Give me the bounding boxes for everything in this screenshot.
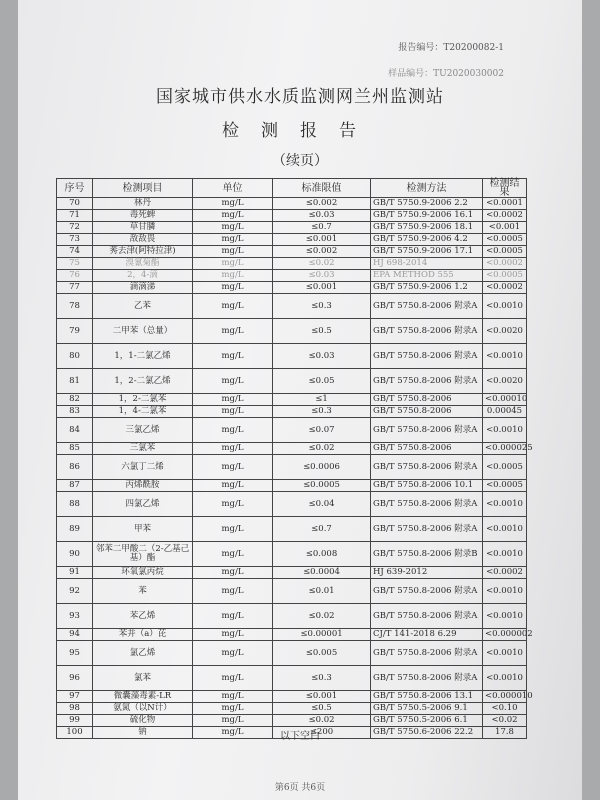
test-method-cell: GB/T 5750.8-2006 bbox=[371, 443, 483, 455]
test-item-cell: 钠 bbox=[93, 727, 193, 739]
table-row bbox=[57, 369, 527, 394]
standard-limit-cell: ≤0.5 bbox=[273, 703, 371, 715]
test-result-cell: <0.02 bbox=[483, 715, 527, 727]
table-row bbox=[57, 418, 527, 443]
header-limit: 标准限值 bbox=[273, 179, 371, 198]
row-number-cell: 84 bbox=[57, 418, 93, 443]
table-row bbox=[57, 234, 527, 246]
standard-limit-cell: ≤0.5 bbox=[273, 319, 371, 344]
test-result-cell: 0.00045 bbox=[483, 406, 527, 418]
row-number-cell: 93 bbox=[57, 604, 93, 629]
page-number: 第6页 共6页 bbox=[274, 783, 326, 793]
standard-limit-cell: ≤0.02 bbox=[273, 443, 371, 455]
table-row bbox=[57, 270, 527, 282]
test-method-cell: GB/T 5750.8-2006 附录A bbox=[371, 666, 483, 691]
unit-cell: mg/L bbox=[193, 579, 273, 604]
test-method-cell: GB/T 5750.8-2006 附录A bbox=[371, 492, 483, 517]
test-item-cell: 滴滴涕 bbox=[93, 282, 193, 294]
test-result-cell: <0.0005 bbox=[483, 234, 527, 246]
test-item-cell: 邻苯二甲酸二（2-乙基己基）酯 bbox=[93, 542, 193, 567]
table-row bbox=[57, 542, 527, 567]
test-method-cell: GB/T 5750.8-2006 附录A bbox=[371, 604, 483, 629]
standard-limit-cell: ≤0.7 bbox=[273, 222, 371, 234]
standard-limit-cell: ≤0.001 bbox=[273, 282, 371, 294]
test-result-cell: <0.0010 bbox=[483, 542, 527, 567]
row-number-cell: 77 bbox=[57, 282, 93, 294]
row-number-cell: 98 bbox=[57, 703, 93, 715]
test-result-cell: <0.000025 bbox=[483, 443, 527, 455]
test-item-cell: 环氧氯丙烷 bbox=[93, 567, 193, 579]
table-row bbox=[57, 715, 527, 727]
standard-limit-cell: ≤0.002 bbox=[273, 198, 371, 210]
test-item-cell: 1，2-二氯乙烯 bbox=[93, 369, 193, 394]
report-title: 检测报告 bbox=[222, 121, 378, 141]
test-result-cell: <0.10 bbox=[483, 703, 527, 715]
test-item-cell: 苯乙烯 bbox=[93, 604, 193, 629]
table-row bbox=[57, 258, 527, 270]
continued-label: （续页） bbox=[272, 153, 328, 169]
test-item-cell: 氯乙烯 bbox=[93, 641, 193, 666]
unit-cell: mg/L bbox=[193, 246, 273, 258]
row-number-cell: 96 bbox=[57, 666, 93, 691]
test-method-cell: GB/T 5750.6-2006 22.2 bbox=[371, 727, 483, 739]
test-item-cell: 四氯乙烯 bbox=[93, 492, 193, 517]
row-number-cell: 72 bbox=[57, 222, 93, 234]
table-row bbox=[57, 246, 527, 258]
table-row bbox=[57, 210, 527, 222]
table-row bbox=[57, 492, 527, 517]
results-table bbox=[56, 178, 533, 739]
test-result-cell: <0.000010 bbox=[483, 691, 527, 703]
row-number-cell: 89 bbox=[57, 517, 93, 542]
test-result-cell: 17.8 bbox=[483, 727, 527, 739]
test-item-cell: 六氯丁二烯 bbox=[93, 455, 193, 480]
standard-limit-cell: ≤0.03 bbox=[273, 210, 371, 222]
unit-cell: mg/L bbox=[193, 418, 273, 443]
standard-limit-cell: ≤0.001 bbox=[273, 691, 371, 703]
standard-limit-cell: ≤0.005 bbox=[273, 641, 371, 666]
unit-cell: mg/L bbox=[193, 234, 273, 246]
unit-cell: mg/L bbox=[193, 282, 273, 294]
test-method-cell: GB/T 5750.8-2006 附录A bbox=[371, 641, 483, 666]
row-number-cell: 70 bbox=[57, 198, 93, 210]
test-item-cell: 2，4-滴 bbox=[93, 270, 193, 282]
test-method-cell: GB/T 5750.5-2006 9.1 bbox=[371, 703, 483, 715]
report-number: 报告编号：T20200082-1 bbox=[398, 43, 504, 53]
unit-cell: mg/L bbox=[193, 455, 273, 480]
test-item-cell: 敌敌畏 bbox=[93, 234, 193, 246]
header-unit: 单位 bbox=[193, 179, 273, 198]
test-item-cell: 毒死蜱 bbox=[93, 210, 193, 222]
test-item-cell: 二甲苯（总量） bbox=[93, 319, 193, 344]
unit-cell: mg/L bbox=[193, 517, 273, 542]
standard-limit-cell: ≤0.02 bbox=[273, 604, 371, 629]
row-number-cell: 100 bbox=[57, 727, 93, 739]
table-row bbox=[57, 406, 527, 418]
unit-cell: mg/L bbox=[193, 210, 273, 222]
test-method-cell: GB/T 5750.9-2006 4.2 bbox=[371, 234, 483, 246]
unit-cell: mg/L bbox=[193, 641, 273, 666]
standard-limit-cell: ≤0.01 bbox=[273, 579, 371, 604]
test-result-cell: <0.0010 bbox=[483, 294, 527, 319]
test-item-cell: 1，1-二氯乙烯 bbox=[93, 344, 193, 369]
unit-cell: mg/L bbox=[193, 443, 273, 455]
standard-limit-cell: ≤0.0004 bbox=[273, 567, 371, 579]
test-result-cell: <0.0010 bbox=[483, 492, 527, 517]
test-method-cell: GB/T 5750.9-2006 18.1 bbox=[371, 222, 483, 234]
row-number-cell: 90 bbox=[57, 542, 93, 567]
test-result-cell: <0.0020 bbox=[483, 369, 527, 394]
test-method-cell: GB/T 5750.8-2006 附录A bbox=[371, 517, 483, 542]
end-blank-note: 以下空白 bbox=[280, 731, 320, 742]
standard-limit-cell: ≤0.02 bbox=[273, 715, 371, 727]
test-method-cell: CJ/T 141-2018 6.29 bbox=[371, 629, 483, 641]
row-number-cell: 85 bbox=[57, 443, 93, 455]
unit-cell: mg/L bbox=[193, 406, 273, 418]
unit-cell: mg/L bbox=[193, 604, 273, 629]
standard-limit-cell: ≤0.002 bbox=[273, 246, 371, 258]
standard-limit-cell: ≤0.3 bbox=[273, 406, 371, 418]
row-number-cell: 97 bbox=[57, 691, 93, 703]
table-row bbox=[57, 579, 527, 604]
standard-limit-cell: ≤0.0005 bbox=[273, 480, 371, 492]
unit-cell: mg/L bbox=[193, 691, 273, 703]
unit-cell: mg/L bbox=[193, 319, 273, 344]
row-number-cell: 83 bbox=[57, 406, 93, 418]
standard-limit-cell: ≤0.7 bbox=[273, 517, 371, 542]
row-number-cell: 82 bbox=[57, 394, 93, 406]
row-number-cell: 75 bbox=[57, 258, 93, 270]
row-number-cell: 78 bbox=[57, 294, 93, 319]
test-result-cell: <0.0010 bbox=[483, 604, 527, 629]
test-item-cell: 1，4-二氯苯 bbox=[93, 406, 193, 418]
test-method-cell: HJ 639-2012 bbox=[371, 567, 483, 579]
test-item-cell: 苯 bbox=[93, 579, 193, 604]
row-number-cell: 79 bbox=[57, 319, 93, 344]
test-result-cell: <0.0002 bbox=[483, 258, 527, 270]
test-method-cell: GB/T 5750.8-2006 附录A bbox=[371, 319, 483, 344]
standard-limit-cell: ≤200 bbox=[273, 727, 371, 739]
unit-cell: mg/L bbox=[193, 715, 273, 727]
standard-limit-cell: ≤0.3 bbox=[273, 294, 371, 319]
standard-limit-cell: ≤0.3 bbox=[273, 666, 371, 691]
unit-cell: mg/L bbox=[193, 344, 273, 369]
test-method-cell: GB/T 5750.8-2006 附录A bbox=[371, 579, 483, 604]
unit-cell: mg/L bbox=[193, 258, 273, 270]
table-row bbox=[57, 480, 527, 492]
test-item-cell: 1，2-二氯苯 bbox=[93, 394, 193, 406]
test-item-cell: 林丹 bbox=[93, 198, 193, 210]
test-result-cell: <0.0002 bbox=[483, 282, 527, 294]
table-row bbox=[57, 222, 527, 234]
row-number-cell: 95 bbox=[57, 641, 93, 666]
row-number-cell: 99 bbox=[57, 715, 93, 727]
table-row bbox=[57, 394, 527, 406]
table-row bbox=[57, 517, 527, 542]
test-result-cell: <0.0010 bbox=[483, 517, 527, 542]
test-result-cell: <0.001 bbox=[483, 222, 527, 234]
unit-cell: mg/L bbox=[193, 294, 273, 319]
unit-cell: mg/L bbox=[193, 567, 273, 579]
row-number-cell: 74 bbox=[57, 246, 93, 258]
table-row bbox=[57, 691, 527, 703]
standard-limit-cell: ≤0.07 bbox=[273, 418, 371, 443]
unit-cell: mg/L bbox=[193, 198, 273, 210]
test-result-cell: <0.0005 bbox=[483, 455, 527, 480]
test-result-cell: <0.0005 bbox=[483, 270, 527, 282]
test-method-cell: GB/T 5750.8-2006 bbox=[371, 406, 483, 418]
unit-cell: mg/L bbox=[193, 270, 273, 282]
test-method-cell: GB/T 5750.5-2006 6.1 bbox=[371, 715, 483, 727]
sample-number: 样品编号：TU2020030002 bbox=[388, 69, 504, 79]
row-number-cell: 87 bbox=[57, 480, 93, 492]
table-row bbox=[57, 282, 527, 294]
row-number-cell: 92 bbox=[57, 579, 93, 604]
test-result-cell: <0.0010 bbox=[483, 418, 527, 443]
row-number-cell: 86 bbox=[57, 455, 93, 480]
unit-cell: mg/L bbox=[193, 492, 273, 517]
test-item-cell: 草甘膦 bbox=[93, 222, 193, 234]
row-number-cell: 73 bbox=[57, 234, 93, 246]
test-result-cell: <0.0020 bbox=[483, 319, 527, 344]
standard-limit-cell: ≤0.00001 bbox=[273, 629, 371, 641]
test-result-cell: <0.00010 bbox=[483, 394, 527, 406]
row-number-cell: 81 bbox=[57, 369, 93, 394]
test-method-cell: GB/T 5750.9-2006 1.2 bbox=[371, 282, 483, 294]
test-method-cell: GB/T 5750.8-2006 附录A bbox=[371, 294, 483, 319]
unit-cell: mg/L bbox=[193, 222, 273, 234]
test-method-cell: GB/T 5750.8-2006 附录B bbox=[371, 542, 483, 567]
row-number-cell: 94 bbox=[57, 629, 93, 641]
test-item-cell: 乙苯 bbox=[93, 294, 193, 319]
standard-limit-cell: ≤0.04 bbox=[273, 492, 371, 517]
table-row bbox=[57, 319, 527, 344]
standard-limit-cell: ≤0.05 bbox=[273, 369, 371, 394]
test-method-cell: GB/T 5750.8-2006 10.1 bbox=[371, 480, 483, 492]
test-method-cell: GB/T 5750.9-2006 17.1 bbox=[371, 246, 483, 258]
test-result-cell: <0.0002 bbox=[483, 210, 527, 222]
test-result-cell: <0.0005 bbox=[483, 246, 527, 258]
table-row bbox=[57, 198, 527, 210]
unit-cell: mg/L bbox=[193, 629, 273, 641]
test-method-cell: GB/T 5750.8-2006 附录A bbox=[371, 369, 483, 394]
report-page bbox=[18, 0, 582, 800]
test-item-cell: 苯并（a）芘 bbox=[93, 629, 193, 641]
row-number-cell: 76 bbox=[57, 270, 93, 282]
test-method-cell: HJ 698-2014 bbox=[371, 258, 483, 270]
standard-limit-cell: ≤0.001 bbox=[273, 234, 371, 246]
test-result-cell: <0.0001 bbox=[483, 198, 527, 210]
test-item-cell: 硫化物 bbox=[93, 715, 193, 727]
standard-limit-cell: ≤1 bbox=[273, 394, 371, 406]
test-result-cell: <0.000002 bbox=[483, 629, 527, 641]
table-row bbox=[57, 443, 527, 455]
test-method-cell: GB/T 5750.8-2006 附录A bbox=[371, 418, 483, 443]
unit-cell: mg/L bbox=[193, 542, 273, 567]
table-row bbox=[57, 666, 527, 691]
standard-limit-cell: ≤0.03 bbox=[273, 270, 371, 282]
test-result-cell: <0.0005 bbox=[483, 480, 527, 492]
organization-title: 国家城市供水水质监测网兰州监测站 bbox=[156, 87, 444, 107]
test-method-cell: GB/T 5750.8-2006 附录A bbox=[371, 344, 483, 369]
header-no: 序号 bbox=[57, 179, 93, 198]
test-item-cell: 微囊藻毒素-LR bbox=[93, 691, 193, 703]
unit-cell: mg/L bbox=[193, 727, 273, 739]
standard-limit-cell: ≤0.03 bbox=[273, 344, 371, 369]
test-result-cell: <0.0010 bbox=[483, 579, 527, 604]
test-method-cell: GB/T 5750.8-2006 附录A bbox=[371, 455, 483, 480]
row-number-cell: 91 bbox=[57, 567, 93, 579]
test-method-cell: GB/T 5750.8-2006 13.1 bbox=[371, 691, 483, 703]
test-item-cell: 丙烯酰胺 bbox=[93, 480, 193, 492]
test-item-cell: 三氯乙烯 bbox=[93, 418, 193, 443]
unit-cell: mg/L bbox=[193, 703, 273, 715]
test-item-cell: 三氯苯 bbox=[93, 443, 193, 455]
table-row bbox=[57, 294, 527, 319]
test-result-cell: <0.0010 bbox=[483, 666, 527, 691]
test-method-cell: GB/T 5750.8-2006 bbox=[371, 394, 483, 406]
test-item-cell: 氯苯 bbox=[93, 666, 193, 691]
standard-limit-cell: ≤0.02 bbox=[273, 258, 371, 270]
header-method: 检测方法 bbox=[371, 179, 483, 198]
table-row bbox=[57, 567, 527, 579]
table-row bbox=[57, 703, 527, 715]
row-number-cell: 88 bbox=[57, 492, 93, 517]
table-header-row bbox=[57, 179, 527, 198]
header-result: 检测结果 bbox=[483, 179, 527, 198]
table-row bbox=[57, 455, 527, 480]
test-method-cell: GB/T 5750.9-2006 2.2 bbox=[371, 198, 483, 210]
test-result-cell: <0.0002 bbox=[483, 567, 527, 579]
unit-cell: mg/L bbox=[193, 369, 273, 394]
test-item-cell: 莠去津(阿特拉津) bbox=[93, 246, 193, 258]
unit-cell: mg/L bbox=[193, 480, 273, 492]
unit-cell: mg/L bbox=[193, 666, 273, 691]
table-row bbox=[57, 629, 527, 641]
test-result-cell: <0.0010 bbox=[483, 641, 527, 666]
test-method-cell: EPA METHOD 555 bbox=[371, 270, 483, 282]
table-row bbox=[57, 641, 527, 666]
unit-cell: mg/L bbox=[193, 394, 273, 406]
standard-limit-cell: ≤0.0006 bbox=[273, 455, 371, 480]
test-item-cell: 甲苯 bbox=[93, 517, 193, 542]
test-item-cell: 溴氰菊酯 bbox=[93, 258, 193, 270]
test-item-cell: 氨氮（以N计） bbox=[93, 703, 193, 715]
row-number-cell: 71 bbox=[57, 210, 93, 222]
table-row bbox=[57, 604, 527, 629]
standard-limit-cell: ≤0.008 bbox=[273, 542, 371, 567]
test-result-cell: <0.0010 bbox=[483, 344, 527, 369]
row-number-cell: 80 bbox=[57, 344, 93, 369]
header-item: 检测项目 bbox=[93, 179, 193, 198]
test-method-cell: GB/T 5750.9-2006 16.1 bbox=[371, 210, 483, 222]
table-row bbox=[57, 344, 527, 369]
